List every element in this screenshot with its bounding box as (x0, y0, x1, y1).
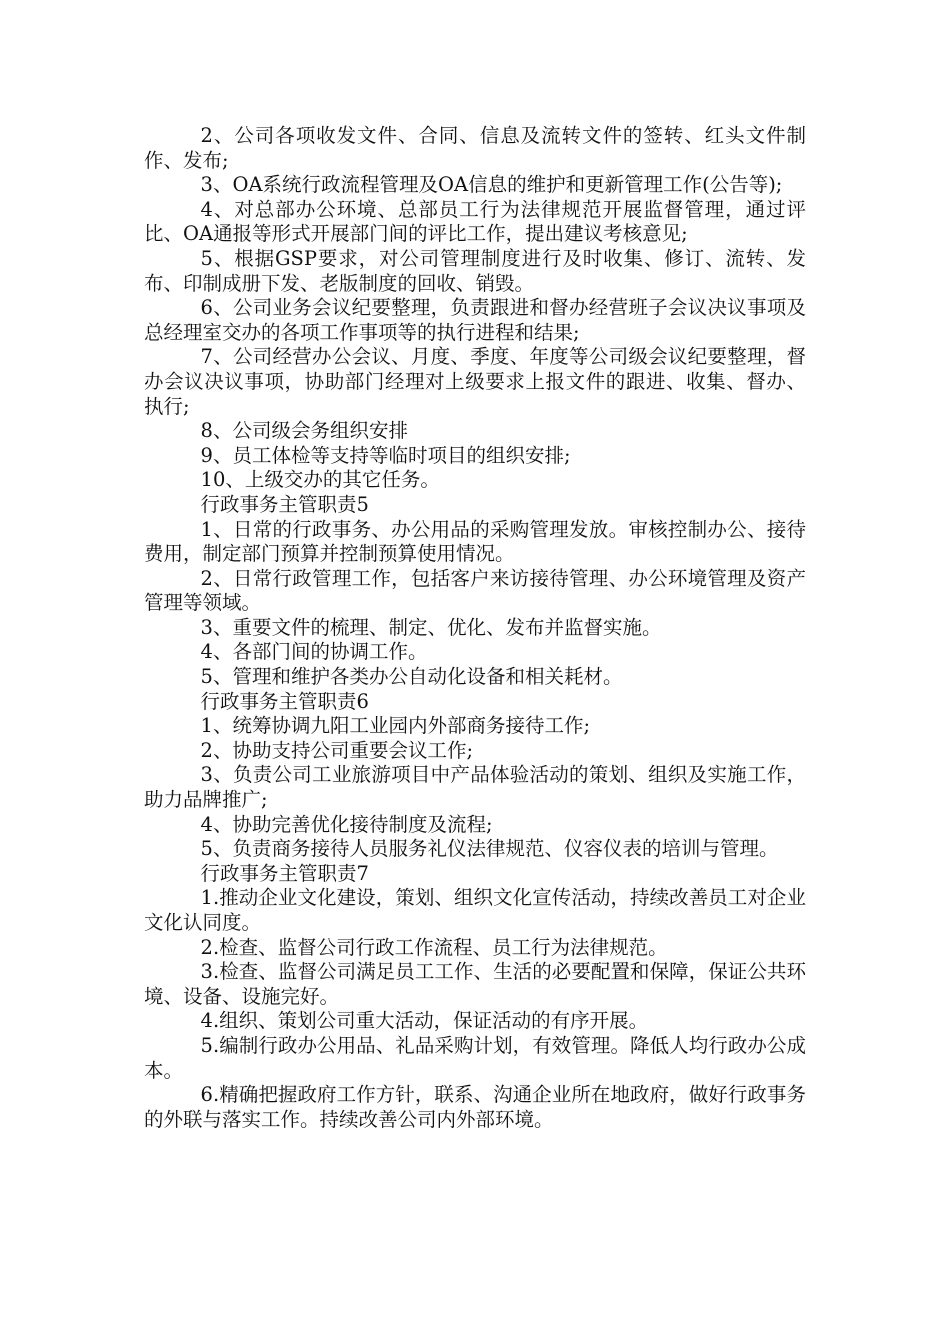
list-item: 3、OA系统行政流程管理及OA信息的维护和更新管理工作(公告等); (200, 173, 783, 197)
list-item: 4、协助完善优化接待制度及流程; (200, 812, 493, 836)
list-item: 4、对总部办公环境、总部员工行为法律规范开展监督管理，通过评比、OA通报等形式开展部门间的评比工作，提出建议考核意见; (144, 197, 806, 246)
list-item: 3、负责公司工业旅游项目中产品体验活动的策划、组织及实施工作，助力品牌推广; (144, 763, 806, 812)
list-item: 1.推动企业文化建设，策划、组织文化宣传活动，持续改善员工对企业文化认同度。 (144, 886, 806, 934)
list-item: 6.精确把握政府工作方针，联系、沟通企业所在地政府，做好行政事务的外联与落实工作。持续改善公司内外部环境。 (144, 1083, 806, 1131)
list-item: 3.检查、监督公司满足员工工作、生活的必要配置和保障，保证公共环境、设备、设施完好。 (144, 960, 806, 1008)
section-heading: 行政事务主管职责7 (200, 861, 369, 885)
section-heading: 行政事务主管职责5 (200, 492, 369, 516)
list-item: 1、日常的行政事务、办公用品的采购管理发放。审核控制办公、接待费用，制定部门预算并控制预算使用情况。 (144, 517, 806, 566)
list-item: 9、员工体检等支持等临时项目的组织安排; (200, 443, 571, 467)
list-item: 4、各部门间的协调工作。 (200, 640, 428, 664)
list-item: 5、管理和维护各类办公自动化设备和相关耗材。 (200, 665, 623, 689)
list-item: 2.检查、监督公司行政工作流程、员工行为法律规范。 (200, 935, 668, 959)
list-item: 4.组织、策划公司重大活动，保证活动的有序开展。 (200, 1009, 649, 1033)
list-item: 5、根据GSP要求，对公司管理制度进行及时收集、修订、流转、发布、印制成册下发、老版制度的回收、销毁。 (144, 246, 806, 295)
list-item: 10、上级交办的其它任务。 (200, 468, 440, 492)
list-item: 2、日常行政管理工作，包括客户来访接待管理、办公环境管理及资产管理等领域。 (144, 566, 806, 615)
list-item: 2、公司各项收发文件、合同、信息及流转文件的签转、红头文件制作、发布; (144, 124, 806, 172)
list-item: 5.编制行政办公用品、礼品采购计划，有效管理。降低人均行政办公成本。 (144, 1033, 806, 1082)
list-item: 3、重要文件的梳理、制定、优化、发布并监督实施。 (200, 615, 662, 639)
list-item: 6、公司业务会议纪要整理，负责跟进和督办经营班子会议决议事项及总经理室交办的各项工作事项等的执行进程和结果; (144, 296, 806, 344)
list-item: 5、负责商务接待人员服务礼仪法律规范、仪容仪表的培训与管理。 (200, 837, 779, 861)
list-item: 2、协助支持公司重要会议工作; (200, 738, 474, 762)
section-heading: 行政事务主管职责6 (200, 689, 369, 713)
document-body (144, 124, 806, 1132)
list-item: 7、公司经营办公会议、月度、季度、年度等公司级会议纪要整理，督办会议决议事项，协助部门经理对上级要求上报文件的跟进、收集、督办、执行; (144, 345, 806, 418)
list-item: 8、公司级会务组织安排 (200, 419, 408, 443)
list-item: 1、统筹协调九阳工业园内外部商务接待工作; (200, 714, 591, 738)
